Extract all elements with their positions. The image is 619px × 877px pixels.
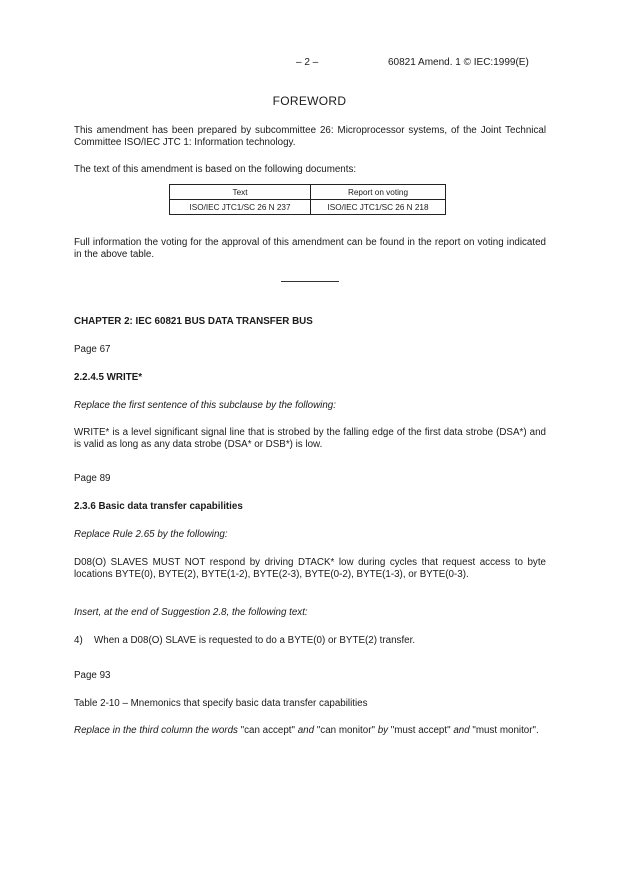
page-ref-93: Page 93 (74, 670, 111, 681)
documents-intro-text: The text of this amendment is based on the following documents: (74, 164, 357, 175)
rule-265-text (74, 557, 546, 581)
quote-must-monitor: "must monitor" (472, 725, 536, 736)
list-number: 4) (74, 635, 83, 646)
clause-heading-write: 2.2.4.5 WRITE* (74, 372, 143, 383)
instruction-write: Replace the first sentence of this subclause by the following: (74, 400, 336, 411)
instr-part-b: and (297, 725, 315, 736)
write-definition (74, 427, 546, 451)
page-number: – 2 – (296, 57, 319, 68)
table-row (170, 200, 446, 215)
quote-can-accept: "can accept" (240, 725, 295, 736)
documents-intro (74, 164, 546, 176)
instruction-rule-265: Replace Rule 2.65 by the following: (74, 529, 228, 540)
table-header-text: Text (170, 185, 311, 200)
page-ref-89: Page 89 (74, 473, 111, 484)
instruction-suggestion-28: Insert, at the end of Suggestion 2.8, the following text: (74, 607, 308, 618)
page-ref-67: Page 67 (74, 344, 111, 355)
documents-table (169, 184, 446, 215)
table-cell: ISO/IEC JTC1/SC 26 N 237 (170, 200, 311, 215)
quote-can-monitor: "can monitor" (316, 725, 375, 736)
chapter-title: CHAPTER 2: IEC 60821 BUS DATA TRANSFER BUS (74, 316, 313, 327)
write-definition-text: WRITE* is a level significant signal line that is strobed by the falling edge of the first data strobe (DSA*) and is valid as long as any data strobe (DSA* or DSB*) is low. (74, 427, 546, 450)
instr-end: . (535, 725, 539, 736)
replace-instruction (74, 725, 546, 737)
instr-part-c: by (377, 725, 389, 736)
replace-instruction-text (74, 725, 546, 737)
quote-must-accept: "must accept" (390, 725, 451, 736)
table-cell: ISO/IEC JTC1/SC 26 N 218 (311, 200, 446, 215)
clause-heading-capabilities: 2.3.6 Basic data transfer capabilities (74, 501, 243, 512)
foreword-intro-text: This amendment has been prepared by subcommittee 26: Microprocessor systems, of the Joint Technical Committee ISO/IEC JTC 1: Information technology. (74, 125, 546, 148)
document-reference: 60821 Amend. 1 © IEC:1999(E) (388, 57, 529, 68)
separator-line (281, 281, 339, 282)
foreword-title: FOREWORD (272, 94, 347, 108)
instr-part-a: Replace in the third column the words (74, 725, 238, 736)
instr-part-d: and (453, 725, 470, 736)
voting-note-text: Full information the voting for the approval of this amendment can be found in the report on voting indicated in the above table. (74, 237, 546, 260)
list-item-text: When a D08(O) SLAVE is requested to do a BYTE(0) or BYTE(2) transfer. (94, 635, 416, 646)
foreword-intro (74, 125, 546, 149)
suggestion-list-item (74, 635, 546, 647)
table-caption: Table 2-10 – Mnemonics that specify basic data transfer capabilities (74, 698, 368, 709)
voting-note (74, 237, 546, 261)
rule-265-paragraph: D08(O) SLAVES MUST NOT respond by driving DTACK* low during cycles that request access to byte locations BYTE(0), BYTE(2), BYTE(1-2), BYTE(2-3), BYTE(0-2), BYTE(1-3), or BYTE(0-3). (74, 557, 546, 580)
table-header-row (170, 185, 446, 200)
table-header-report: Report on voting (311, 185, 446, 200)
